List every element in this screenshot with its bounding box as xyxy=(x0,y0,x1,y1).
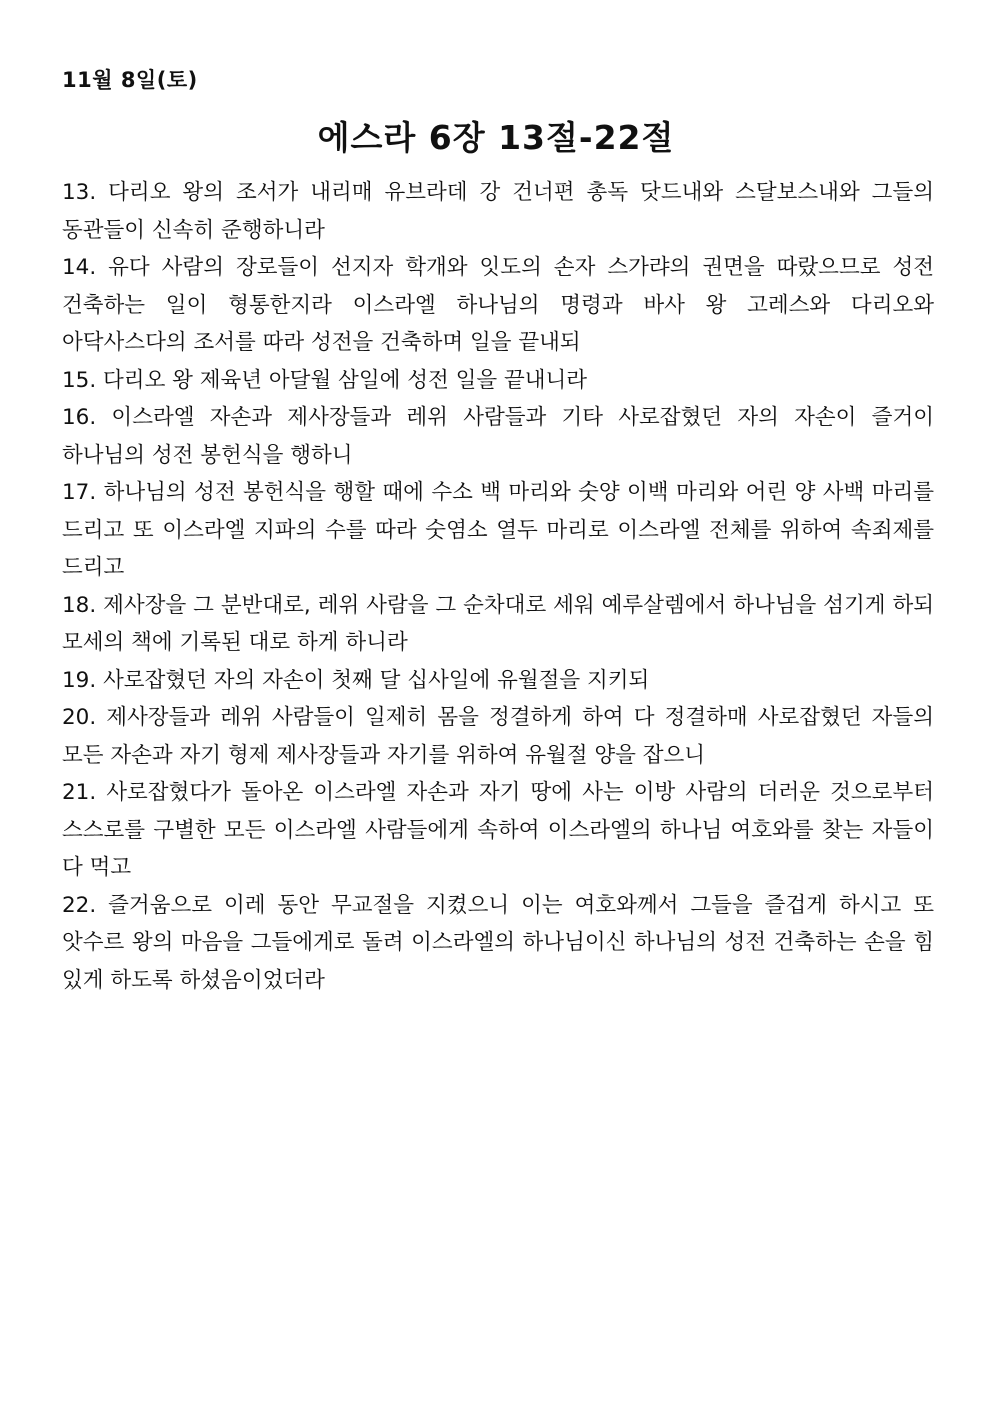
verse-14: 14. 유다 사람의 장로들이 선지자 학개와 잇도의 손자 스가랴의 권면을 따랐으므로 성전 건축하는 일이 형통한지라 이스라엘 하나님의 명령과 바사 왕 고레스와 다리오와 아닥사스다의 조서를 따라 성전을 건축하며 일을 끝내되 xyxy=(62,255,934,355)
verse-list xyxy=(62,174,934,999)
verse-16: 16. 이스라엘 자손과 제사장들과 레위 사람들과 기타 사로잡혔던 자의 자손이 즐거이 하나님의 성전 봉헌식을 행하니 xyxy=(62,405,934,468)
verse-15: 15. 다리오 왕 제육년 아달월 삼일에 성전 일을 끝내니라 xyxy=(62,367,588,393)
verse-13: 13. 다리오 왕의 조서가 내리매 유브라데 강 건너편 총독 닷드내와 스달보스내와 그들의 동관들이 신속히 준행하니라 xyxy=(62,180,934,243)
verse-18: 18. 제사장을 그 분반대로, 레위 사람을 그 순차대로 세워 예루살렘에서 하나님을 섬기게 하되 모세의 책에 기록된 대로 하게 하니라 xyxy=(62,592,934,655)
verse-17: 17. 하나님의 성전 봉헌식을 행할 때에 수소 백 마리와 숫양 이백 마리와 어린 양 사백 마리를 드리고 또 이스라엘 지파의 수를 따라 숫염소 열두 마리로 이스라엘 전체를 위하여 속죄제를 드리고 xyxy=(62,480,934,580)
verse-20: 20. 제사장들과 레위 사람들이 일제히 몸을 정결하게 하여 다 정결하매 사로잡혔던 자들의 모든 자손과 자기 형제 제사장들과 자기를 위하여 유월절 양을 잡으니 xyxy=(62,705,934,768)
verse-22: 22. 즐거움으로 이레 동안 무교절을 지켰으니 이는 여호와께서 그들을 즐겁게 하시고 또 앗수르 왕의 마음을 그들에게로 돌려 이스라엘의 하나님이신 하나님의 성전 건축하는 손을 힘 있게 하도록 하셨음이었더라 xyxy=(62,892,934,993)
verse-19: 19. 사로잡혔던 자의 자손이 첫째 달 십사일에 유월절을 지키되 xyxy=(62,667,650,693)
page-title: 에스라 6장 13절-22절 xyxy=(317,118,675,157)
date-label: 11월 8일(토) xyxy=(62,68,198,92)
verse-21: 21. 사로잡혔다가 돌아온 이스라엘 자손과 자기 땅에 사는 이방 사람의 더러운 것으로부터 스스로를 구별한 모든 이스라엘 사람들에게 속하여 이스라엘의 하나님 여호와를 찾는 자들이 다 먹고 xyxy=(62,780,934,880)
